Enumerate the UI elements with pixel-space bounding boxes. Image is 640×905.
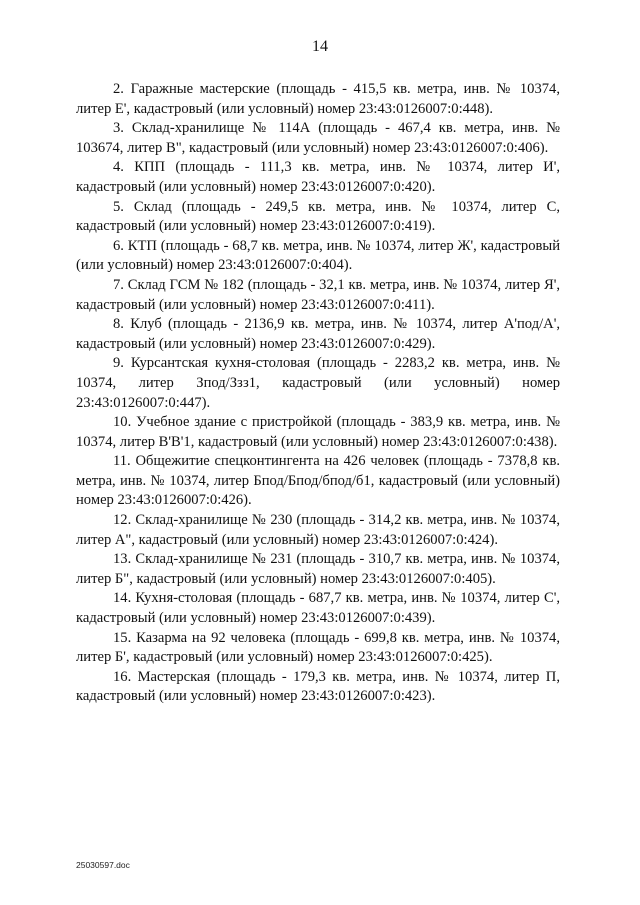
list-item: 13. Склад-хранилище № 231 (площадь - 310,7 кв. метра, инв. № 10374, литер Б", кадастровый (или условный) номер 23:43:0126007:0:405). bbox=[76, 551, 560, 587]
list-item: 7. Склад ГСМ № 182 (площадь - 32,1 кв. метра, инв. № 10374, литер Я', кадастровый (или условный) номер 23:43:0126007:0:411). bbox=[76, 276, 560, 313]
list-item: 3. Склад-хранилище № 114А (площадь - 467,4 кв. метра, инв. № 103674, литер В", кадастровый (или условный) номер 23:43:0126007:0:406). bbox=[76, 120, 560, 156]
page-number: 14 bbox=[312, 38, 328, 55]
document-body bbox=[76, 80, 560, 707]
list-item: 15. Казарма на 92 человека (площадь - 699,8 кв. метра, инв. № 10374, литер Б', кадастровый (или условный) номер 23:43:0126007:0:425). bbox=[76, 629, 560, 666]
list-item: 9. Курсантская кухня-столовая (площадь - 2283,2 кв. метра, инв. № 10374, литер Зпод/Ззз1, кадастровый (или условный) номер 23:43:0126007:0:447). bbox=[76, 355, 560, 411]
list-item: 16. Мастерская (площадь - 179,3 кв. метра, инв. № 10374, литер П, кадастровый (или условный) номер 23:43:0126007:0:423). bbox=[76, 668, 560, 705]
list-item: 10. Учебное здание с пристройкой (площадь - 383,9 кв. метра, инв. № 10374, литер В'В'1, кадастровый (или условный) номер 23:43:0126007:0:438). bbox=[76, 414, 560, 450]
list-item: 14. Кухня-столовая (площадь - 687,7 кв. метра, инв. № 10374, литер С', кадастровый (или условный) номер 23:43:0126007:0:439). bbox=[76, 590, 560, 627]
list-item: 2. Гаражные мастерские (площадь - 415,5 кв. метра, инв. № 10374, литер Е', кадастровый (или условный) номер 23:43:0126007:0:448). bbox=[76, 81, 560, 117]
list-item: 5. Склад (площадь - 249,5 кв. метра, инв. № 10374, литер С, кадастровый (или условный) номер 23:43:0126007:0:419). bbox=[76, 198, 560, 235]
list-item: 11. Общежитие спецконтингента на 426 человек (площадь - 7378,8 кв. метра, инв. № 10374, литер Бпод/Бпод/бпод/б1, кадастровый (или условный) номер 23:43:0126007:0:426). bbox=[76, 453, 560, 509]
list-item: 12. Склад-хранилище № 230 (площадь - 314,2 кв. метра, инв. № 10374, литер А", кадастровый (или условный) номер 23:43:0126007:0:424). bbox=[76, 512, 560, 548]
list-item: 8. Клуб (площадь - 2136,9 кв. метра, инв. № 10374, литер А'под/А', кадастровый (или условный) номер 23:43:0126007:0:429). bbox=[76, 316, 560, 352]
footer-filename: 25030597.doc bbox=[76, 860, 130, 870]
list-item: 6. КТП (площадь - 68,7 кв. метра, инв. № 10374, литер Ж', кадастровый (или условный) номер 23:43:0126007:0:404). bbox=[76, 237, 560, 274]
list-item: 4. КПП (площадь - 111,3 кв. метра, инв. № 10374, литер И', кадастровый (или условный) номер 23:43:0126007:0:420). bbox=[76, 159, 560, 195]
